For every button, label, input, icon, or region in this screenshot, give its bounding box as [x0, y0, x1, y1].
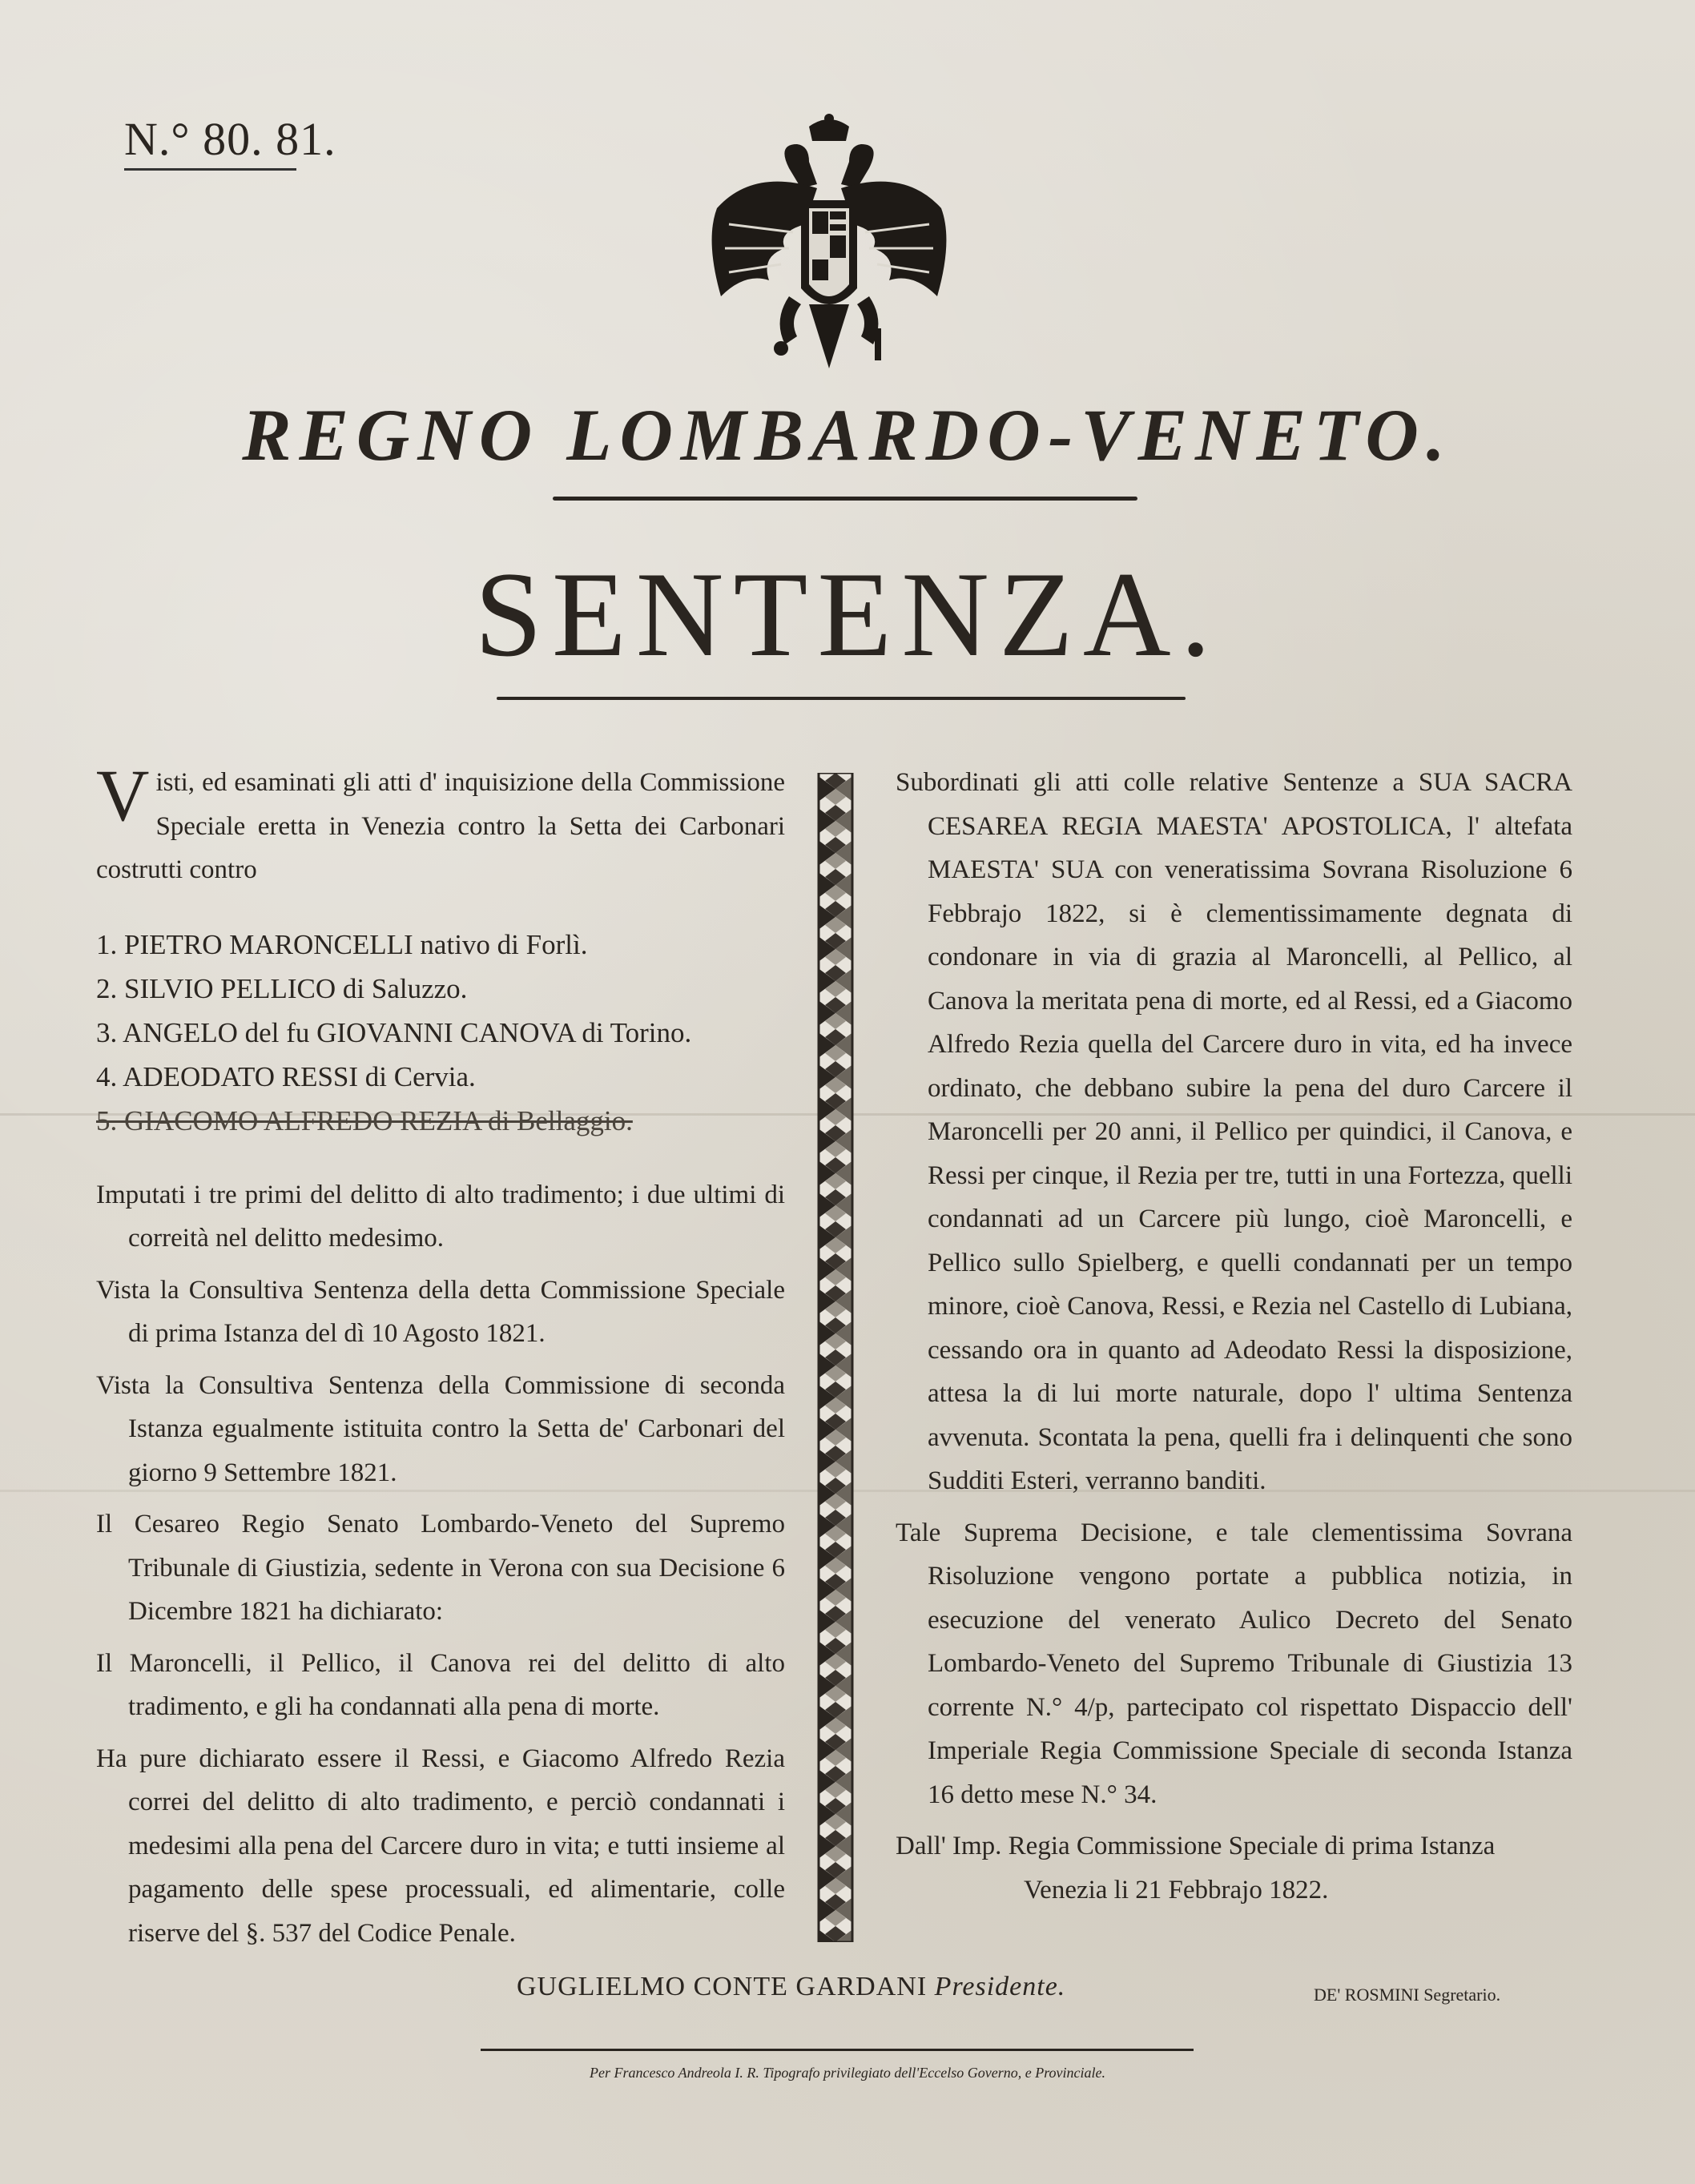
defendants-list — [96, 923, 785, 1143]
document-number: N.° 80. 81. — [124, 113, 336, 165]
title-rule-upper — [553, 497, 1137, 501]
president-title: Presidente. — [934, 1972, 1066, 2001]
paragraph: Il Maroncelli, il Pellico, il Canova rei del delitto di alto tradimento, e gli ha condannati alla pena di morte. — [96, 1648, 785, 1721]
secretary-signature: DE' ROSMINI Segretario. — [1314, 1985, 1501, 2005]
title-rule-lower — [497, 697, 1186, 700]
defendant-item: 2. SILVIO PELLICO di Saluzzo. — [96, 972, 468, 1004]
paragraph: Subordinati gli atti colle relative Sentenze a SUA SACRA CESAREA REGIA MAESTA' APOSTOLICA, l' altefata MAESTA' SUA con veneratissima Sovrana Risoluzione 6 Febbrajo 1822, si è clementissimamente degnata di condonare in via di grazia al Maroncelli, al Pellico, al Canova la meritata pena di morte, ed al Ressi, ed a Giacomo Alfredo Rezia quella del Carcere duro in vita, ed ha invece ordinato, che debbano subire la pena del duro Carcere il Maroncelli per 20 anni, il Pellico per quindici, il Canova, e Ressi per cinque, il Rezia per tre, tutti in una Fortezza, quelli condannati ad un Carcere più lungo, cioè Maroncelli, e Pellico sullo Spielberg, e quelli condannati per un tempo minore, cioè Canova, Ressi, e Rezia nel Castello di Lubiana, cessando ora in quanto ad Adeodato Ressi la disposizione, attesa la di lui morte naturale, dopo l' ultima Sentenza avvenuta. Scontata la pena, quelli fra i delinquenti che sono Sudditi Esteri, verranno banditi. — [896, 768, 1572, 1495]
paragraph: Tale Suprema Decisione, e tale clementissima Sovrana Risoluzione vengono portate a pubblica notizia, in esecuzione del venerato Aulico Decreto del Senato Lombardo-Veneto del Supremo Tribunale di Giustizia 13 corrente N.° 4/p, partecipato col rispettato Dispaccio dell' Imperiale Regia Commissione Speciale di seconda Istanza 16 detto mese N.° 34. — [896, 1518, 1572, 1809]
kingdom-title: REGNO LOMBARDO-VENETO. — [242, 394, 1453, 476]
ornamental-column-divider — [814, 773, 857, 1942]
printer-imprint: Per Francesco Andreola I. R. Tipografo privilegiato dell'Eccelso Governo, e Provinciale. — [589, 2065, 1106, 2081]
document-number-underline — [124, 168, 296, 171]
defendant-item: 1. PIETRO MARONCELLI nativo di Forlì. — [96, 928, 588, 960]
drop-cap: V — [96, 754, 150, 836]
left-column — [96, 754, 785, 1963]
paragraph: Vista la Consultiva Sentenza della detta Commissione Speciale di prima Istanza del dì 10 Agosto 1821. — [96, 1275, 785, 1348]
paragraph: Il Cesareo Regio Senato Lombardo-Veneto del Supremo Tribunale di Giustizia, sedente in Verona con sua Decisione 6 Dicembre 1821 ha dichiarato: — [96, 1510, 785, 1626]
president-signature — [517, 1972, 1065, 2002]
paragraph: Imputati i tre primi del delitto di alto tradimento; i due ultimi di correità nel delitto medesimo. — [96, 1180, 785, 1253]
issuer-line: Dall' Imp. Regia Commissione Speciale di prima Istanza — [896, 1832, 1496, 1860]
president-name: GUGLIELMO CONTE GARDANI — [517, 1972, 928, 2001]
imprint-rule — [481, 2049, 1194, 2051]
paragraph: Vista la Consultiva Sentenza della Commissione di seconda Istanza egualmente istituita contro la Setta de' Carbonari del giorno 9 Settembre 1821. — [96, 1370, 785, 1487]
defendant-item: 4. ADEODATO RESSI di Cervia. — [96, 1060, 476, 1092]
paragraph: Ha pure dichiarato essere il Ressi, e Giacomo Alfredo Rezia correi del delitto di alto tradimento, e perciò condannati i medesimi alla pena del Carcere duro in vita; e tutti insieme al pagamento delle spese processuali, ed alimentarie, colle riserve del §. 537 del Codice Penale. — [96, 1744, 785, 1948]
defendant-item: 5. GIACOMO ALFREDO REZIA di Bellaggio. — [96, 1104, 633, 1136]
intro-text: isti, ed esaminati gli atti d' inquisizione della Commissione Speciale eretta in Venezia contro la Setta dei Carbonari costrutti contro — [96, 768, 785, 884]
right-column — [896, 761, 1572, 1920]
intro-paragraph — [96, 754, 785, 892]
double-headed-eagle-icon — [697, 112, 961, 376]
defendant-item: 3. ANGELO del fu GIOVANNI CANOVA di Torino. — [96, 1016, 692, 1048]
date-line: Venezia li 21 Febbrajo 1822. — [1024, 1875, 1329, 1904]
sentence-title: SENTENZA. — [474, 547, 1221, 682]
